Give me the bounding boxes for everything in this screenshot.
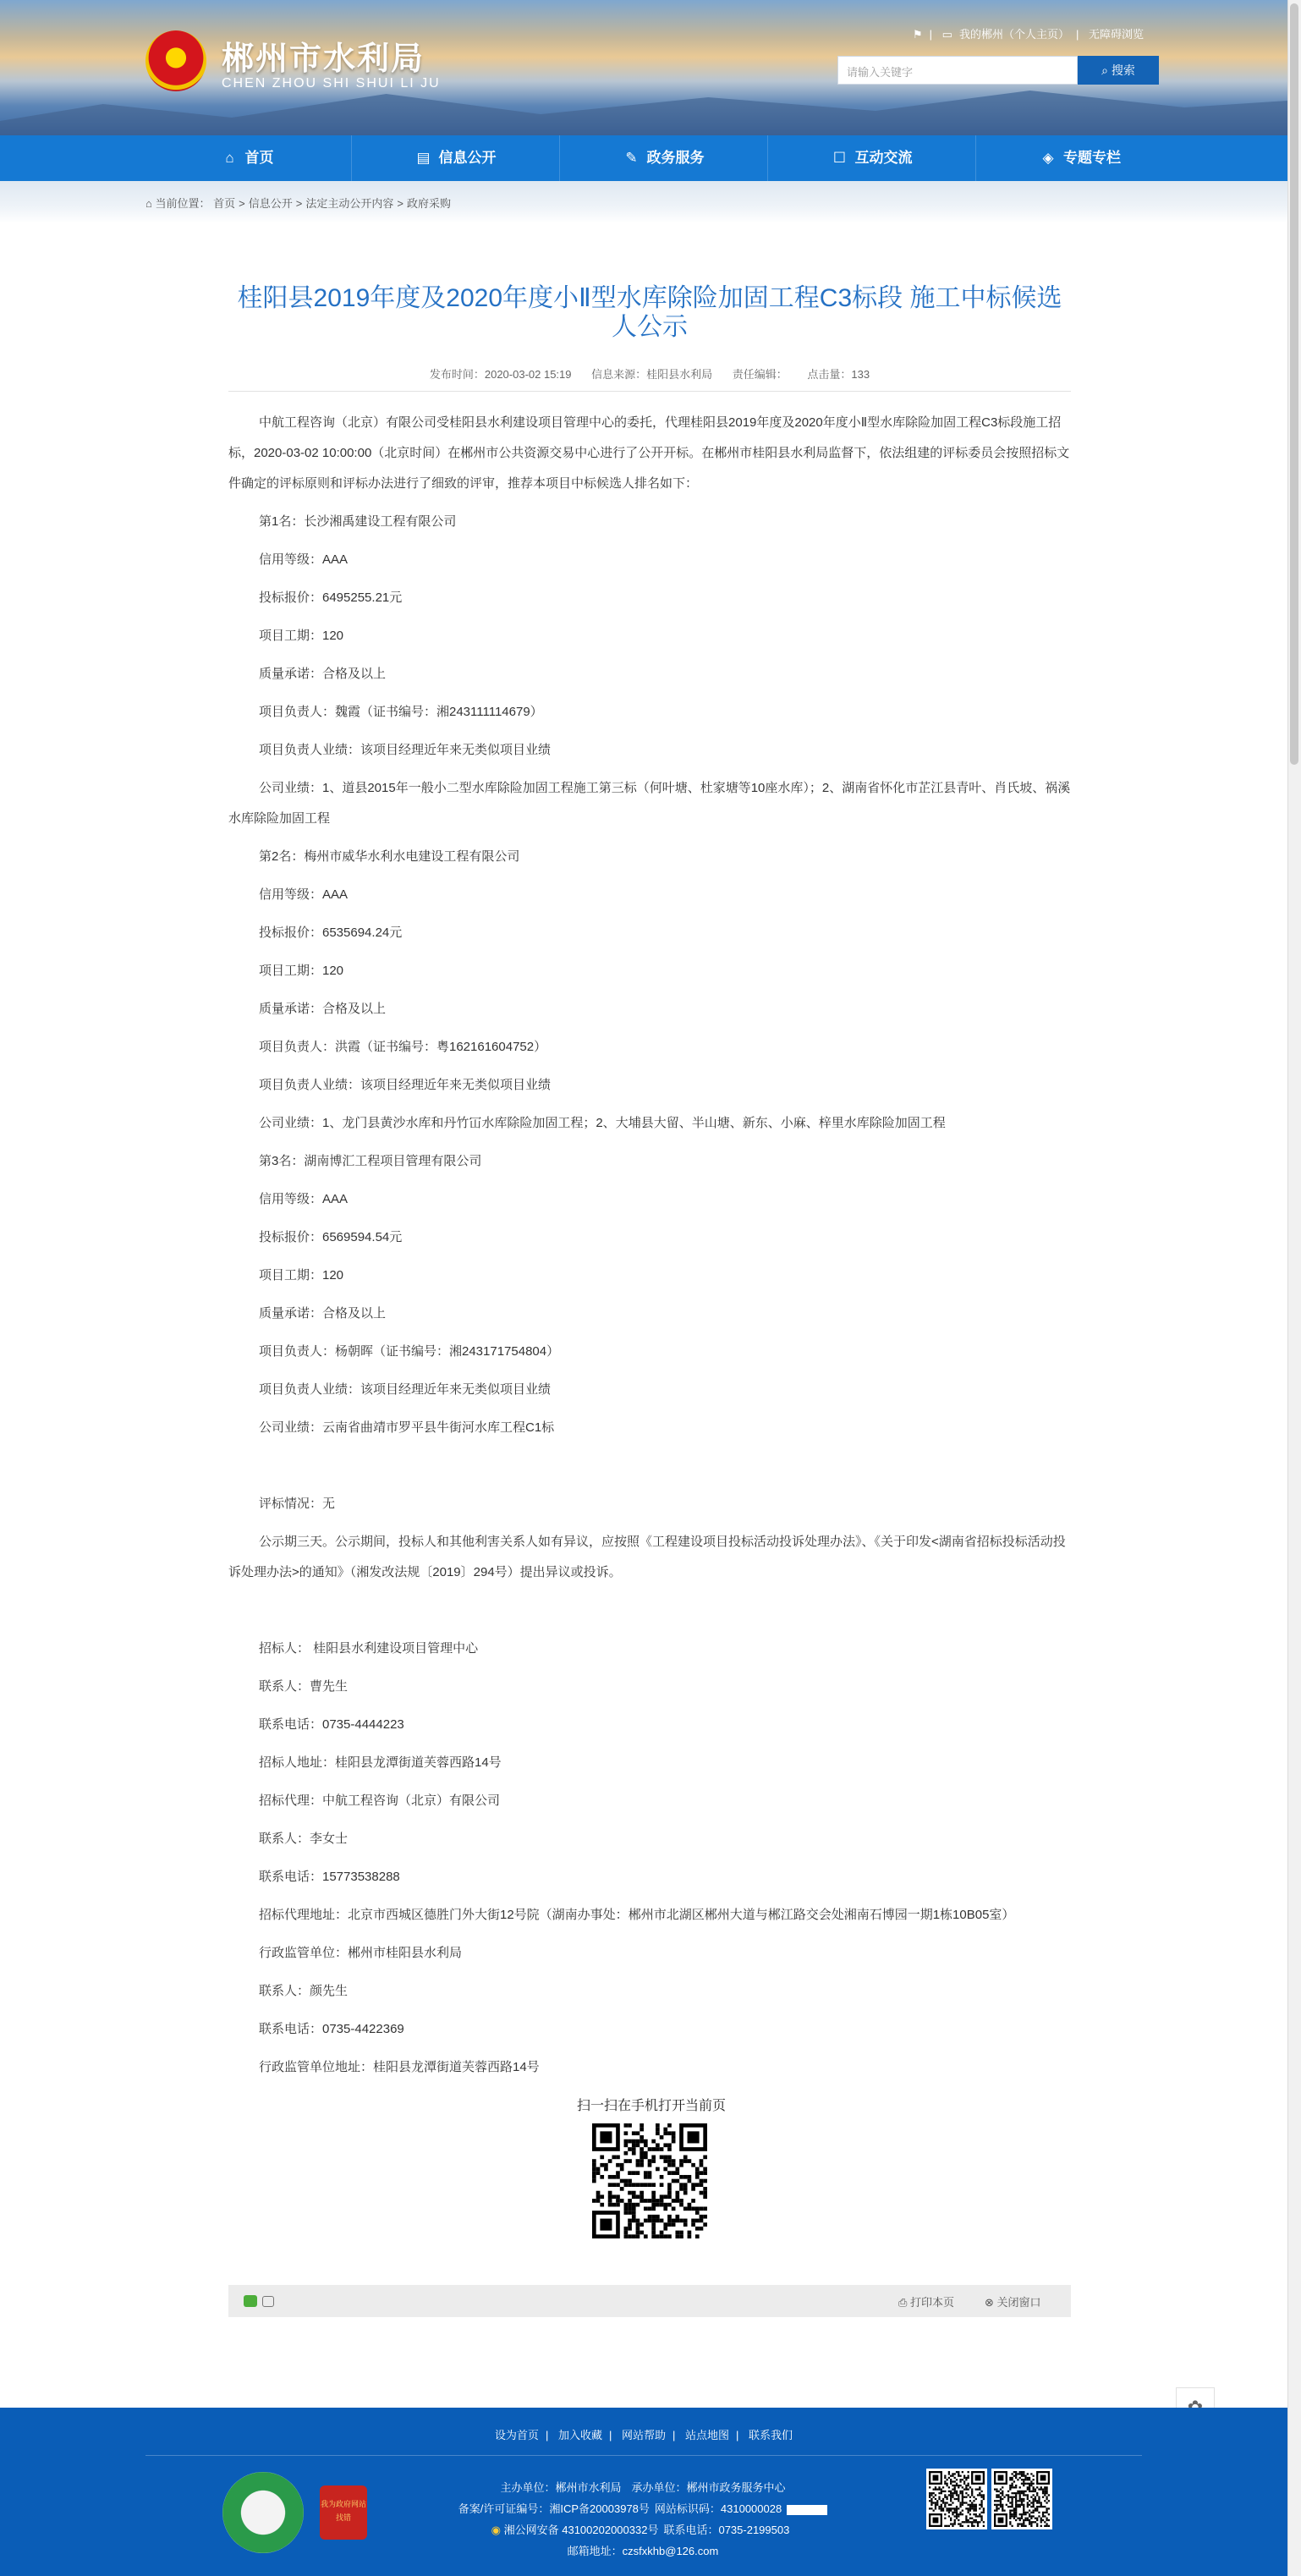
nav-label: 信息公开 <box>438 150 497 166</box>
footer-link-contact[interactable]: 联系我们 <box>749 2429 793 2441</box>
nav-item-home[interactable] <box>144 135 352 181</box>
article-paragraph: 质量承诺：合格及以上 <box>259 1002 387 1016</box>
nav-label: 专题专栏 <box>1063 150 1121 166</box>
footer-link-favorite[interactable]: 加入收藏 <box>557 2429 602 2441</box>
nav-label: 互动交流 <box>854 150 913 166</box>
qr-caption: 扫一扫在手机打开当前页 <box>576 2099 726 2113</box>
article-paragraph: 项目负责人业绩：该项目经理近年来无类似项目业绩 <box>259 1078 552 1092</box>
breadcrumb-info[interactable]: 信息公开 <box>248 197 293 210</box>
search-icon: ⌕ <box>1101 63 1112 77</box>
article-paragraph: 招标代理：中航工程咨询（北京）有限公司 <box>259 1793 501 1808</box>
print-button[interactable] <box>898 2293 954 2310</box>
site-code: 网站标识码：4310000028 <box>654 2502 782 2515</box>
chat-icon: ☐ <box>832 150 847 166</box>
icp-label: 备案/许可证编号： <box>458 2502 550 2515</box>
article-paragraph: 项目负责人：杨朝晖（证书编号：湘243171754804） <box>259 1344 560 1359</box>
footer-link-sitemap[interactable]: 站点地图 <box>685 2429 730 2441</box>
article-paragraph: 项目负责人业绩：该项目经理近年来无类似项目业绩 <box>259 743 552 757</box>
home-icon: ⌂ <box>225 150 234 166</box>
article-paragraph: 公司业绩：云南省曲靖市罗平县牛街河水库工程C1标 <box>259 1420 555 1435</box>
divider <box>228 391 1071 392</box>
article-paragraph: 信用等级：AAA <box>259 1192 349 1206</box>
site-logo-title[interactable]: 郴州市水利局 <box>222 41 425 77</box>
article-paragraph: 公司业绩：1、龙门县黄沙水库和丹竹冚水库除险加固工程；2、大埔县大留、半山塘、新东、小麻、梓里水库除险加固工程 <box>259 1116 946 1130</box>
monitor-icon: ▭ <box>941 28 952 41</box>
breadcrumb-procurement[interactable]: 政府采购 <box>406 197 451 210</box>
layers-icon: ◈ <box>1042 150 1054 166</box>
article-paragraph: 项目负责人：魏霞（证书编号：湘243111114679） <box>259 705 543 719</box>
icp-number[interactable]: 湘ICP备20003978号 <box>549 2502 650 2515</box>
article-title: 桂阳县2019年度及2020年度小Ⅱ型水库除险加固工程C3标段 施工中标候选人公示 <box>237 284 1062 341</box>
footer-qr-code-1 <box>926 2469 987 2529</box>
breadcrumb-sep: > <box>295 197 303 210</box>
article-paragraph: 项目负责人业绩：该项目经理近年来无类似项目业绩 <box>259 1382 552 1397</box>
article-paragraph: 联系人：曹先生 <box>259 1679 349 1694</box>
party-gov-seal-icon[interactable] <box>222 2472 304 2553</box>
article-paragraph: 投标报价：6535694.24元 <box>259 925 403 940</box>
close-label: 关闭窗口 <box>996 2296 1041 2309</box>
footer-links: 设为首页 | 加入收藏 | 网站帮助 | 站点地图 | 联系我们 <box>494 2429 793 2441</box>
site-footer <box>0 2408 1287 2576</box>
info-source: 信息来源：桂阳县水利局 <box>591 368 713 381</box>
article-paragraph: 行政监管单位地址：桂阳县龙潭街道芙蓉西路14号 <box>259 2060 540 2074</box>
footer-qr-code-2 <box>991 2469 1052 2529</box>
site-logo-subtitle: CHEN ZHOU SHI SHUI LI JU <box>222 76 441 91</box>
article-meta <box>228 365 1071 382</box>
nav-item-info-public[interactable] <box>352 135 560 181</box>
printer-icon: ⎙ <box>898 2296 911 2309</box>
police-record[interactable]: 湘公网安备 43100202000332号 <box>503 2524 659 2536</box>
article-paragraph: 招标代理地址：北京市西城区德胜门外大街12号院（湖南办事处：郴州市北湖区郴州大道与郴江路交会处湘南石博园一期1栋10B05室） <box>259 1908 1015 1922</box>
article-body <box>228 408 1071 2090</box>
article-paragraph: 第1名：长沙湘禹建设工程有限公司 <box>259 514 457 529</box>
search-button-label: 搜索 <box>1111 63 1135 77</box>
wechat-share-icon[interactable] <box>244 2295 257 2307</box>
page-qr-code <box>592 2123 707 2238</box>
article-paragraph: 联系人：颜先生 <box>259 1984 349 1998</box>
header-mountain-decoration <box>0 80 1287 135</box>
article-toolbar <box>228 2285 1071 2317</box>
breadcrumb-sep: > <box>239 197 245 210</box>
article-paragraph: 行政监管单位：郴州市桂阳县水利局 <box>259 1946 463 1960</box>
footer-phone: 联系电话：0735-2199503 <box>663 2524 790 2536</box>
site-header <box>0 0 1287 135</box>
document-icon: ▤ <box>416 150 431 166</box>
error-report-label: 我为政府网站找错 <box>320 2500 366 2522</box>
article-paragraph: 项目负责人：洪霞（证书编号：粤162161604752） <box>259 1040 547 1054</box>
breadcrumb-sep: > <box>397 197 403 210</box>
article-paragraph: 质量承诺：合格及以上 <box>259 667 387 681</box>
article-paragraph: 联系电话：0735-4422369 <box>259 2022 404 2036</box>
breadcrumb <box>145 195 451 211</box>
home-small-icon: ⌂ <box>145 197 156 210</box>
article-paragraph: 第3名：湖南博汇工程项目管理有限公司 <box>259 1154 482 1168</box>
cnnic-icon[interactable] <box>787 2505 827 2515</box>
accessibility-link[interactable]: 无障碍浏览 <box>1089 28 1145 41</box>
nav-item-interaction[interactable] <box>768 135 976 181</box>
editor: 责任编辑： <box>732 368 788 381</box>
host-unit: 主办单位：郴州市水利局 <box>500 2481 622 2494</box>
publish-time: 发布时间：2020-03-02 15:19 <box>429 368 572 381</box>
nav-label: 首页 <box>244 150 274 166</box>
article-paragraph: 招标人地址：桂阳县龙潭街道芙蓉西路14号 <box>259 1755 502 1770</box>
article-paragraph: 联系人：李女士 <box>259 1832 349 1846</box>
footer-email: 邮箱地址：czsfxkhb@126.com <box>567 2545 719 2557</box>
article-paragraph: 项目工期：120 <box>259 1268 344 1283</box>
article-paragraph: 公示期三天。公示期间，投标人和其他利害关系人如有异议，应按照《工程建设项目投标活动投诉处理办法》、《关于印发<湖南省招标投标活动投诉处理办法>的通知》（湘发改法规〔2019〕294号）提出异议或投诉。 <box>228 1535 1066 1579</box>
footer-link-homepage[interactable]: 设为首页 <box>494 2429 539 2441</box>
my-chenzhou-link[interactable]: 我的郴州（个人主页） <box>958 28 1069 41</box>
nav-item-special[interactable] <box>976 135 1184 181</box>
search-button[interactable] <box>1078 56 1159 85</box>
article-paragraph: 投标报价：6569594.54元 <box>259 1230 403 1244</box>
nav-label: 政务服务 <box>646 150 705 166</box>
top-links: ⚑ | ▭ 我的郴州（个人主页） | 无障碍浏览 <box>913 28 1145 41</box>
article-paragraph: 联系电话：0735-4444223 <box>259 1717 404 1732</box>
article-paragraph: 招标人： 桂阳县水利建设项目管理中心 <box>259 1641 479 1656</box>
article-paragraph: 中航工程咨询（北京）有限公司受桂阳县水利建设项目管理中心的委托，代理桂阳县2019年度及2020年度小Ⅱ型水库除险加固工程C3标段施工招标，2020-03-02 10:00:00（北京时间）在郴州市公共资源交易中心进行了公开开标。在郴州市桂阳县水利局监督下，依法组建的评标委员会按照招标文件确定的评标原则和评标办法进行了细致的评审，推荐本项目中标候选人排名如下： <box>228 415 1070 491</box>
article-paragraph: 质量承诺：合格及以上 <box>259 1306 387 1321</box>
article-paragraph: 信用等级：AAA <box>259 887 349 902</box>
flag-icon: ⚑ <box>913 28 923 41</box>
search-input[interactable]: 请输入关键字 <box>837 56 1078 85</box>
error-report-badge[interactable] <box>320 2485 367 2540</box>
article-paragraph: 联系电话：15773538288 <box>259 1870 400 1884</box>
article-paragraph: 项目工期：120 <box>259 629 344 643</box>
police-badge-icon: ◉ <box>491 2524 504 2536</box>
edit-icon: ✎ <box>625 150 638 166</box>
organizer-unit: 承办单位：郴州市政务服务中心 <box>631 2481 786 2494</box>
view-count: 点击量：133 <box>807 368 870 381</box>
footer-divider <box>145 2455 1142 2456</box>
main-nav <box>0 135 1287 181</box>
print-label: 打印本页 <box>910 2296 955 2309</box>
article-paragraph: 项目工期：120 <box>259 964 344 978</box>
breadcrumb-home[interactable]: 首页 <box>213 197 236 210</box>
article-paragraph: 第2名：梅州市威华水利水电建设工程有限公司 <box>259 849 520 864</box>
close-window-button[interactable] <box>985 2293 1041 2310</box>
nav-item-gov-service[interactable] <box>560 135 768 181</box>
footer-info <box>398 2477 888 2562</box>
footer-link-help[interactable]: 网站帮助 <box>621 2429 666 2441</box>
article-paragraph: 公司业绩：1、道县2015年一般小二型水库除险加固工程施工第三标（何叶塘、杜家塘等10座水库）；2、湖南省怀化市芷江县青叶、肖氏坡、祸溪水库除险加固工程 <box>228 781 1071 826</box>
article-paragraph: 评标情况：无 <box>259 1497 336 1511</box>
article-paragraph: 投标报价：6495255.21元 <box>259 590 403 605</box>
breadcrumb-legal[interactable]: 法定主动公开内容 <box>305 197 394 210</box>
national-emblem-icon <box>145 30 206 91</box>
article-paragraph: 信用等级：AAA <box>259 552 349 567</box>
scrollbar-thumb[interactable] <box>1290 3 1298 765</box>
breadcrumb-prefix: 当前位置： <box>155 197 211 210</box>
close-icon: ⊗ <box>985 2296 997 2309</box>
camera-share-icon[interactable] <box>262 2296 274 2307</box>
